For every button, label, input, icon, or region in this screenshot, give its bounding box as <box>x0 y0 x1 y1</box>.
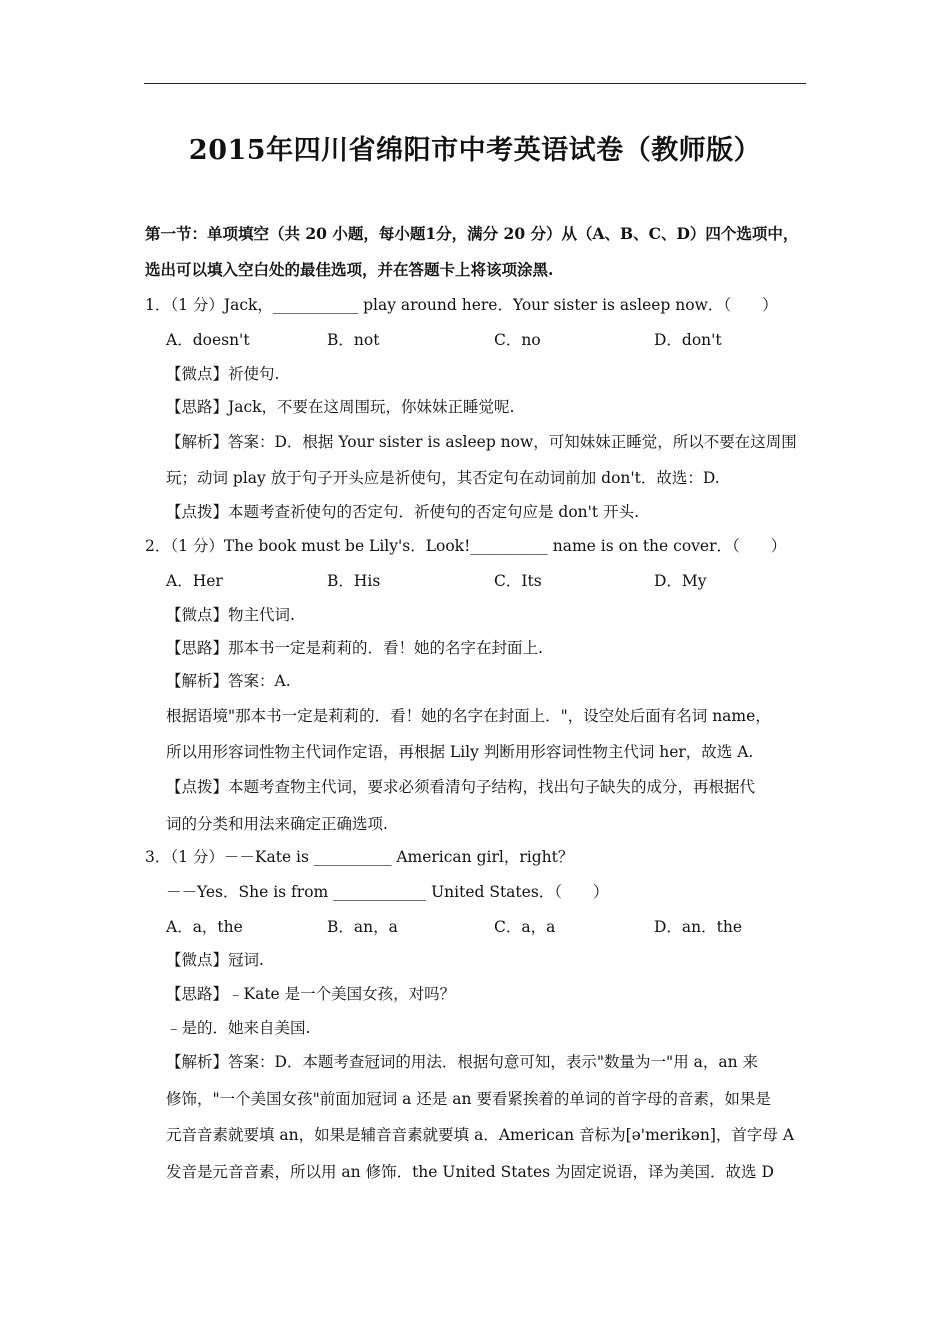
question-2-option-a: A．Her <box>166 572 223 590</box>
question-1-option-d: D．don't <box>654 331 722 349</box>
question-3-option-d: D．an．the <box>654 918 743 936</box>
header-rule <box>144 83 806 84</box>
question-1-analysis-cont: 玩；动词 play 放于句子开头应是祈使句，其否定句在动词前加 don't．故选：D. <box>166 469 720 487</box>
question-2-tip-cont: 词的分类和用法来确定正确选项. <box>166 815 388 833</box>
question-1-stem: 1．（1 分）Jack，___________ play around here．Your sister is asleep now．（ ） <box>145 296 778 314</box>
question-2-point: 【微点】物主代词. <box>166 606 295 624</box>
question-1-point: 【微点】祈使句. <box>166 365 280 383</box>
page-title: 2015年四川省绵阳市中考英语试卷（教师版） <box>188 135 762 166</box>
question-3-analysis: 【解析】答案：D．本题考查冠词的用法．根据句意可知，表示"数量为一"用 a，an 来 <box>166 1053 759 1071</box>
question-1-analysis: 【解析】答案：D．根据 Your sister is asleep now，可知妹妹正睡觉，所以不要在这周围 <box>166 433 797 451</box>
question-2-stem: 2．（1 分）The book must be Lily's．Look!__________ name is on the cover．（ ） <box>145 537 787 555</box>
question-2-option-c: C．Its <box>494 572 542 590</box>
question-3-option-a: A．a，the <box>166 918 243 936</box>
question-3-stem: 3．（1 分）－－Kate is __________ American girl，right？ <box>145 848 574 866</box>
question-3-thought-cont: ﹣是的．她来自美国. <box>166 1019 311 1037</box>
question-1-thought: 【思路】Jack，不要在这周围玩，你妹妹正睡觉呢. <box>166 398 515 416</box>
question-2-analysis: 【解析】答案：A. <box>166 672 291 690</box>
section-instruction-line2: 选出可以填入空白处的最佳选项，并在答题卡上将该项涂黑. <box>145 260 554 279</box>
question-3-option-b: B．an，a <box>327 918 398 936</box>
question-3-analysis-cont1: 修饰，"一个美国女孩"前面加冠词 a 还是 an 要看紧挨着的单词的首字母的音素，如果是 <box>166 1090 771 1108</box>
question-3-thought: 【思路】﹣Kate 是一个美国女孩，对吗？ <box>166 985 456 1003</box>
question-2-thought: 【思路】那本书一定是莉莉的．看！她的名字在封面上. <box>166 639 543 657</box>
question-2-analysis-cont2: 所以用形容词性物主代词作定语，再根据 Lily 判断用形容词性物主代词 her，故选 A. <box>166 743 754 761</box>
question-2-analysis-cont1: 根据语境"那本书一定是莉莉的．看！她的名字在封面上．"，设空处后面有名词 name， <box>166 707 771 725</box>
question-2-tip: 【点拨】本题考查物主代词，要求必须看清句子结构，找出句子缺失的成分，再根据代 <box>166 778 756 796</box>
question-2-option-b: B．His <box>327 572 381 590</box>
section-instruction-line1: 第一节：单项填空（共 20 小题，每小题1分，满分 20 分）从（A、B、C、D）四个选项中， <box>145 224 799 243</box>
question-1-option-a: A．doesn't <box>166 331 250 349</box>
question-1-tip: 【点拨】本题考查祈使句的否定句．祈使句的否定句应是 don't 开头. <box>166 503 640 521</box>
question-3-point: 【微点】冠词. <box>166 951 264 969</box>
question-1-option-b: B．not <box>327 331 380 349</box>
question-3-analysis-cont2: 元音音素就要填 an，如果是辅音音素就要填 a．American 音标为[ə'merikən]，首字母 A <box>166 1126 795 1144</box>
question-1-option-c: C．no <box>494 331 541 349</box>
question-3-stem-reply: －－Yes．She is from ____________ United States．（ ） <box>166 883 609 901</box>
question-3-option-c: C．a，a <box>494 918 556 936</box>
question-2-option-d: D．My <box>654 572 707 590</box>
question-3-analysis-cont3: 发音是元音音素，所以用 an 修饰．the United States 为固定说语，译为美国．故选 D <box>166 1163 774 1181</box>
